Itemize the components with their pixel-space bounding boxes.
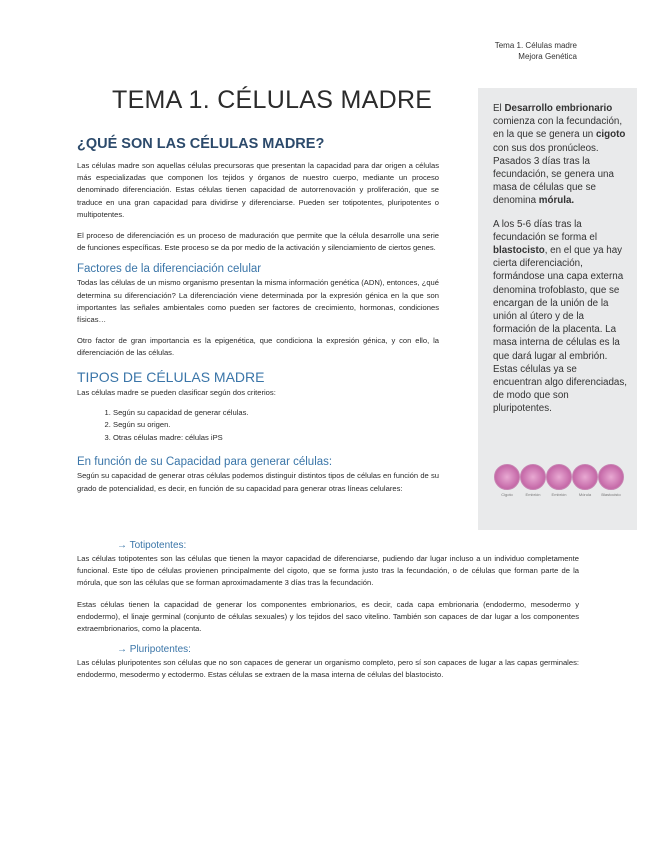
stage: Blastocisto xyxy=(598,464,624,500)
cell-icon xyxy=(494,464,520,490)
header-topic: Tema 1. Células madre xyxy=(494,41,577,50)
header-subject: Mejora Genética xyxy=(518,52,577,61)
subheading-pluripotentes: → Pluripotentes: xyxy=(117,644,191,656)
sidebar-paragraph: El Desarrollo embrionario comienza con la fecundación, en la que se genera un cigoto con sus dos pronúcleos. Pasados 3 días tras la fecundación, se genera una masa de células que se denomina mórula. xyxy=(493,103,626,207)
cell-icon xyxy=(546,464,572,490)
paragraph: Otro factor de gran importancia es la epigenética, que condiciona la expresión génica, y con ello, la diferenciación de las células. xyxy=(77,336,439,358)
cell-icon xyxy=(598,464,624,490)
stage: Cigoto xyxy=(494,464,520,500)
criteria-list xyxy=(95,407,439,445)
paragraph: Estas células tienen la capacidad de generar los componentes embrionarios, es decir, cada capa embrionaria (endodermo, mesodermo y endodermo), el linaje germinal (conjunto de células sexuales) y los tejidos del saco vitelino. También son capaces de dar lugar a los componentes extraembrionarios, como la placenta. xyxy=(77,599,579,634)
paragraph: El proceso de diferenciación es un proceso de maduración que permite que la célula desarrolle una serie de funciones específicas. Este proceso se da por medio de la activación y silenciamiento de ciertos genes. xyxy=(77,231,439,253)
page-title: TEMA 1. CÉLULAS MADRE xyxy=(112,86,433,114)
full-width-section xyxy=(77,540,579,691)
paragraph: Las células pluripotentes son células que no son capaces de generar un organismo completo, pero sí son capaces de lugar a las capas germinales: endodermo, mesodermo y ectodermo. Estas células se extraen de la masa interna de células del blastocisto. xyxy=(77,658,579,680)
embryo-stages-image xyxy=(494,464,622,500)
list-item: 3. Otras células madre: células iPS xyxy=(113,432,439,445)
paragraph: Todas las células de un mismo organismo presentan la misma información genética (ADN), entonces, ¿qué determina su diferenciación? La diferenciación viene determinada por la expresión génica en la que son importantes las señales ambientales como pueden ser factores de crecimiento, hormonas, condiciones físicas… xyxy=(77,278,439,325)
paragraph: Las células totipotentes son las células que tienen la mayor capacidad de diferenciarse, pudiendo dar lugar incluso a un individuo completamente funcional. Este tipo de células provienen principalmente del cigoto, que se forma justo tras la fecundación, o de células que forman parte de la mórula, que son las células que se forman aproximadamente 3 días tras la fecundación. xyxy=(77,554,579,588)
subheading-totipotentes: → Totipotentes: xyxy=(117,540,187,551)
sidebar-box xyxy=(478,88,637,530)
list-item: 2. Según su origen. xyxy=(113,419,439,432)
stage: Mórula xyxy=(572,464,598,500)
stage: Embrión xyxy=(546,464,572,500)
paragraph: Las células madre son aquellas células precursoras que presentan la capacidad para dar origen a células más especializadas que componen los tejidos y órganos de nuestro cuerpo, mediante un proceso denominado diferenciación. Estas células tienen capacidad de autorrenovación y proliferación, que se traduce en una gran capacidad para dividirse y diferenciarse. Pueden ser totipotentes, pluripotentes o multipotentes. xyxy=(77,161,439,219)
paragraph: Según su capacidad de generar otras células podemos distinguir distintos tipos de células en función de su grado de potencialidad, es decir, en función de su capacidad para generar otras líneas celulares: xyxy=(77,471,439,493)
section-heading-que-son: ¿QUÉ SON LAS CÉLULAS MADRE? xyxy=(77,136,325,152)
sidebar-paragraph: A los 5-6 días tras la fecundación se forma el blastocisto, en el que ya hay cierta diferenciación, formándose una capa externa denomina trofoblasto, que se encargan de la unión de la unión al útero y de la formación de la placenta. La masa interna de células es la que dará lugar al embrión. Estas células ya se encuentran algo diferenciadas, de modo que son pluripotentes. xyxy=(493,218,627,415)
cell-icon xyxy=(572,464,598,490)
paragraph: Las células madre se pueden clasificar según dos criterios: xyxy=(77,387,276,397)
cell-icon xyxy=(520,464,546,490)
section-heading-tipos: TIPOS DE CÉLULAS MADRE xyxy=(77,368,265,385)
page-header xyxy=(495,40,577,62)
stage: Embrión xyxy=(520,464,546,500)
main-column xyxy=(77,136,439,504)
section-heading-factores: Factores de la diferenciación celular xyxy=(77,263,262,276)
section-heading-capacidad: En función de su Capacidad para generar células: xyxy=(77,456,333,469)
list-item: 1. Según su capacidad de generar células. xyxy=(113,407,439,420)
